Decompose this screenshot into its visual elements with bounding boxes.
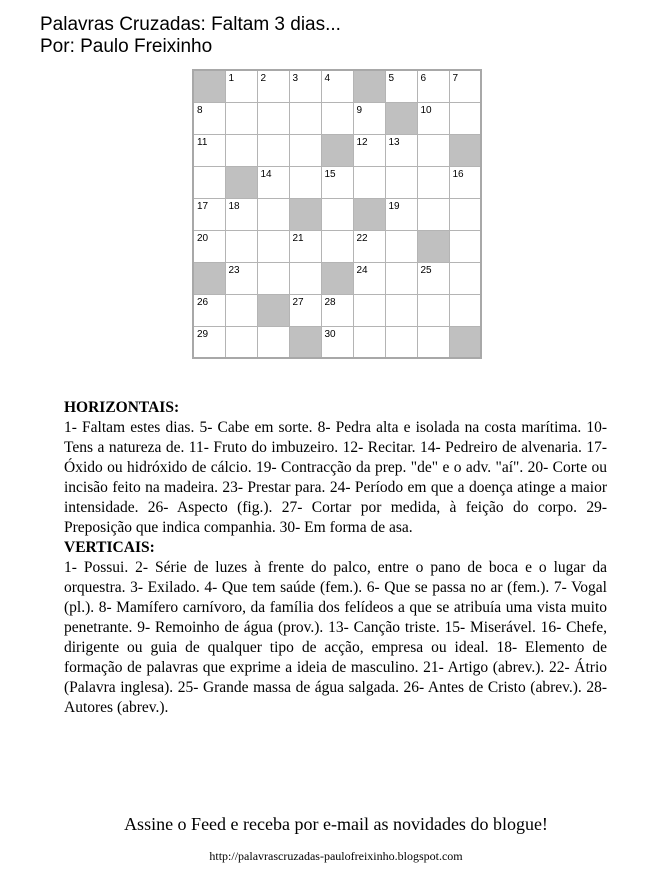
clue-number: 2: [260, 73, 267, 84]
blog-url[interactable]: http://palavrascruzadas-paulofreixinho.blogspot.com: [209, 849, 463, 863]
answer-cell[interactable]: [449, 198, 481, 230]
answer-cell[interactable]: [385, 198, 417, 230]
answer-cell[interactable]: [193, 326, 225, 358]
grid-row: [193, 262, 481, 294]
clue-number: 12: [356, 136, 368, 148]
black-cell: [289, 326, 321, 358]
answer-cell[interactable]: [193, 102, 225, 134]
clue-number: 13: [388, 136, 400, 148]
clue-number: 1: [228, 73, 235, 84]
grid-row: [193, 294, 481, 326]
clue-number: 28: [324, 296, 336, 308]
answer-cell[interactable]: [449, 294, 481, 326]
clue-number: 3: [292, 73, 299, 84]
answer-cell[interactable]: [417, 134, 449, 166]
black-cell: [193, 70, 225, 102]
answer-cell[interactable]: [225, 70, 257, 102]
clue-number: 7: [452, 73, 459, 84]
grid-row: [193, 134, 481, 166]
clue-number: 18: [228, 200, 240, 212]
clue-number: 4: [324, 73, 331, 84]
answer-cell[interactable]: [257, 166, 289, 198]
page-header: [40, 14, 341, 58]
black-cell: [353, 198, 385, 230]
answer-cell[interactable]: [257, 134, 289, 166]
answer-cell[interactable]: [257, 102, 289, 134]
answer-cell[interactable]: [417, 294, 449, 326]
answer-cell[interactable]: [449, 166, 481, 198]
answer-cell[interactable]: [321, 198, 353, 230]
clue-number: 15: [324, 168, 336, 180]
clue-number: 21: [292, 232, 304, 244]
clue-number: 19: [388, 200, 400, 212]
clue-number: 30: [324, 328, 336, 340]
answer-cell[interactable]: [449, 230, 481, 262]
answer-cell[interactable]: [353, 230, 385, 262]
clues-section: [64, 398, 607, 718]
clue-number: 14: [260, 168, 272, 180]
answer-cell[interactable]: [225, 326, 257, 358]
clue-number: 11: [197, 136, 208, 148]
clue-number: 24: [356, 264, 368, 276]
answer-cell[interactable]: [449, 70, 481, 102]
answer-cell[interactable]: [289, 262, 321, 294]
answer-cell[interactable]: [193, 294, 225, 326]
crossword-grid: [192, 69, 482, 359]
clue-number: 22: [356, 232, 368, 244]
answer-cell[interactable]: [353, 326, 385, 358]
horizontal-clues: 1- Faltam estes dias. 5- Cabe em sorte. 8- Pedra alta e isolada na costa marítima. 10- Tens a natureza de. 11- Fruto do imbuzeiro. 12- Recitar. 14- Pedreiro de alvenaria. 17- Óxido ou hidróxido de cálcio. 19- Contracção da prep. "de" e o adv. "aí". 20- Corte ou incisão feito na madeira. 23- Prestar para. 24- Período em que a doença atinge a maior intensidade. 26- Aspecto (fig.). 27- Cortar por medida, à feição do corpo. 29- Preposição que indica companhia. 30- Em forma de asa.: [64, 419, 607, 536]
clue-number: 6: [420, 73, 427, 84]
answer-cell[interactable]: [449, 102, 481, 134]
answer-cell[interactable]: [321, 102, 353, 134]
answer-cell[interactable]: [289, 230, 321, 262]
answer-cell[interactable]: [353, 102, 385, 134]
grid-row: [193, 102, 481, 134]
feed-message: Assine o Feed e receba por e-mail as novidades do blogue!: [124, 814, 548, 834]
answer-cell[interactable]: [225, 294, 257, 326]
grid-row: [193, 198, 481, 230]
answer-cell[interactable]: [225, 198, 257, 230]
puzzle-title: Palavras Cruzadas: Faltam 3 dias...: [40, 14, 341, 35]
answer-cell[interactable]: [417, 166, 449, 198]
answer-cell[interactable]: [385, 262, 417, 294]
answer-cell[interactable]: [321, 230, 353, 262]
answer-cell[interactable]: [385, 70, 417, 102]
answer-cell[interactable]: [385, 230, 417, 262]
answer-cell[interactable]: [385, 326, 417, 358]
answer-cell[interactable]: [353, 134, 385, 166]
answer-cell[interactable]: [417, 326, 449, 358]
answer-cell[interactable]: [225, 230, 257, 262]
answer-cell[interactable]: [353, 294, 385, 326]
clue-number: 16: [452, 168, 464, 180]
answer-cell[interactable]: [193, 198, 225, 230]
black-cell: [321, 262, 353, 294]
black-cell: [449, 326, 481, 358]
answer-cell[interactable]: [257, 262, 289, 294]
answer-cell[interactable]: [193, 166, 225, 198]
answer-cell[interactable]: [385, 166, 417, 198]
clue-number: 27: [292, 296, 304, 308]
clue-number: 23: [228, 264, 240, 276]
grid-row: [193, 230, 481, 262]
clue-number: 9: [356, 104, 363, 116]
answer-cell[interactable]: [289, 102, 321, 134]
answer-cell[interactable]: [417, 102, 449, 134]
answer-cell[interactable]: [257, 326, 289, 358]
answer-cell[interactable]: [257, 70, 289, 102]
answer-cell[interactable]: [417, 262, 449, 294]
clue-number: 5: [388, 73, 395, 84]
grid-row: [193, 70, 481, 102]
clue-number: 25: [420, 264, 432, 276]
clue-number: 10: [420, 104, 432, 116]
answer-cell[interactable]: [321, 166, 353, 198]
clue-number: 20: [197, 232, 209, 244]
answer-cell[interactable]: [449, 262, 481, 294]
clue-number: 8: [197, 104, 203, 116]
grid-row: [193, 326, 481, 358]
horizontal-heading: HORIZONTAIS:: [64, 399, 180, 416]
answer-cell[interactable]: [289, 294, 321, 326]
answer-cell[interactable]: [193, 134, 225, 166]
answer-cell[interactable]: [321, 70, 353, 102]
grid-row: [193, 166, 481, 198]
answer-cell[interactable]: [257, 230, 289, 262]
answer-cell[interactable]: [321, 326, 353, 358]
answer-cell[interactable]: [385, 134, 417, 166]
answer-cell[interactable]: [225, 134, 257, 166]
black-cell: [321, 134, 353, 166]
answer-cell[interactable]: [353, 166, 385, 198]
black-cell: [193, 262, 225, 294]
answer-cell[interactable]: [321, 294, 353, 326]
answer-cell[interactable]: [385, 294, 417, 326]
black-cell: [353, 70, 385, 102]
answer-cell[interactable]: [289, 134, 321, 166]
answer-cell[interactable]: [353, 262, 385, 294]
answer-cell[interactable]: [225, 262, 257, 294]
answer-cell[interactable]: [289, 70, 321, 102]
vertical-heading: VERTICAIS:: [64, 539, 155, 556]
black-cell: [385, 102, 417, 134]
black-cell: [257, 294, 289, 326]
black-cell: [449, 134, 481, 166]
clue-number: 29: [197, 328, 209, 340]
answer-cell[interactable]: [417, 70, 449, 102]
clue-number: 17: [197, 200, 209, 212]
answer-cell[interactable]: [289, 166, 321, 198]
answer-cell[interactable]: [225, 102, 257, 134]
black-cell: [289, 198, 321, 230]
vertical-clues: 1- Possui. 2- Série de luzes à frente do palco, entre o pano de boca e o lugar da orquestra. 3- Exilado. 4- Que tem saúde (fem.). 6- Que se passa no ar (fem.). 7- Vogal (pl.). 8- Mamífero carnívoro, da família dos felídeos a que se atribuía uma vista muito penetrante. 9- Remoinho de água (prov.). 13- Canção triste. 15- Miserável. 16- Chefe, dirigente ou guia de qualquer tipo de acção, empresa ou ideal. 18- Elemento de formação de palavras que exprime a ideia de masculino. 21- Artigo (abrev.). 22- Átrio (Palavra inglesa). 25- Grande massa de água salgada. 26- Antes de Cristo (abrev.). 28- Autores (abrev.).: [64, 559, 607, 716]
puzzle-author: Por: Paulo Freixinho: [40, 36, 213, 57]
clue-number: 26: [197, 296, 209, 308]
black-cell: [417, 230, 449, 262]
answer-cell[interactable]: [193, 230, 225, 262]
black-cell: [225, 166, 257, 198]
answer-cell[interactable]: [257, 198, 289, 230]
answer-cell[interactable]: [417, 198, 449, 230]
